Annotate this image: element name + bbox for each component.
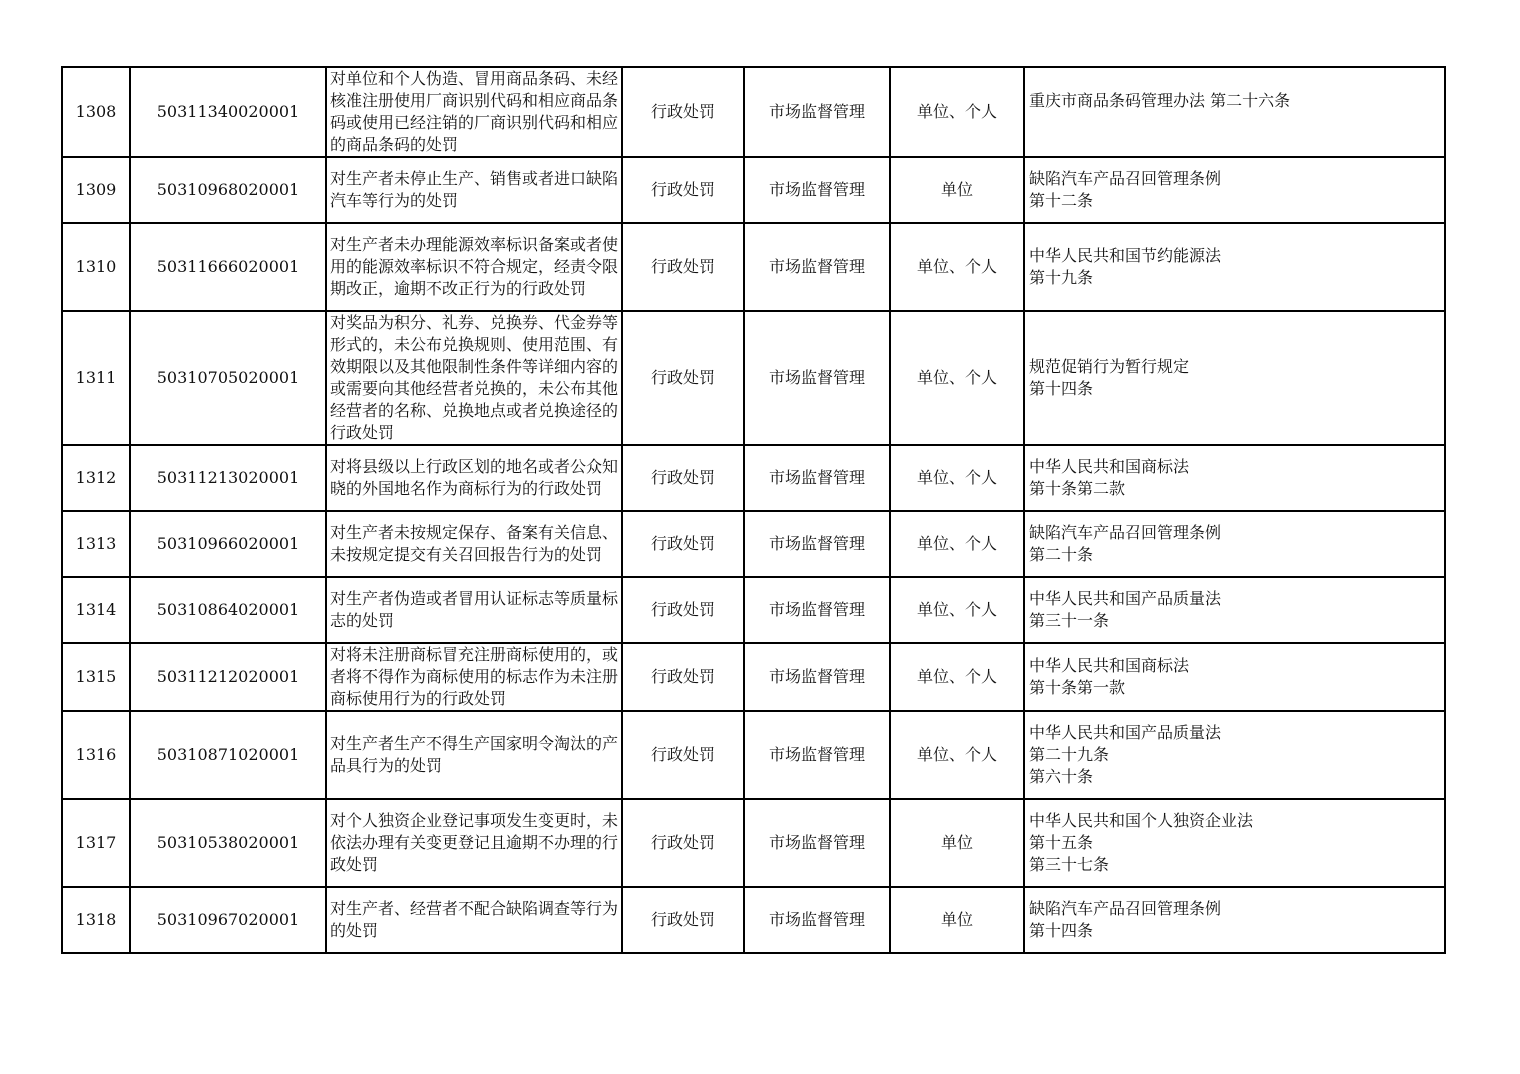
department: 市场监督管理 xyxy=(744,67,890,157)
target: 单位、个人 xyxy=(890,67,1024,157)
target: 单位、个人 xyxy=(890,577,1024,643)
legal-basis-line: 第十条第二款 xyxy=(1029,479,1126,498)
legal-basis-line: 中华人民共和国产品质量法 xyxy=(1029,589,1222,608)
item-code: 50310538020001 xyxy=(130,799,326,887)
table-row xyxy=(62,511,1445,577)
legal-basis xyxy=(1024,157,1445,223)
legal-basis-line: 第三十七条 xyxy=(1029,855,1110,874)
department: 市场监督管理 xyxy=(744,445,890,511)
row-number: 1312 xyxy=(62,445,130,511)
item-type: 行政处罚 xyxy=(622,799,744,887)
item-name: 对生产者未办理能源效率标识备案或者使用的能源效率标识不符合规定，经责令限期改正，逾期不改正行为的行政处罚 xyxy=(326,223,622,311)
table-row xyxy=(62,577,1445,643)
department: 市场监督管理 xyxy=(744,799,890,887)
row-number: 1317 xyxy=(62,799,130,887)
item-code: 50310967020001 xyxy=(130,887,326,953)
row-number: 1310 xyxy=(62,223,130,311)
item-code: 50310705020001 xyxy=(130,311,326,445)
item-name: 对生产者、经营者不配合缺陷调查等行为的处罚 xyxy=(326,887,622,953)
table-row xyxy=(62,67,1445,157)
legal-basis xyxy=(1024,311,1445,445)
target: 单位 xyxy=(890,157,1024,223)
legal-basis-line: 第十五条 xyxy=(1029,833,1094,852)
target: 单位、个人 xyxy=(890,223,1024,311)
table-row xyxy=(62,157,1445,223)
legal-basis-line: 中华人民共和国产品质量法 xyxy=(1029,723,1222,742)
item-code: 50310871020001 xyxy=(130,711,326,799)
legal-basis xyxy=(1024,511,1445,577)
table-body xyxy=(62,67,1445,953)
legal-basis-line: 第三十一条 xyxy=(1029,611,1110,630)
legal-basis-line: 第六十条 xyxy=(1029,767,1094,786)
department: 市场监督管理 xyxy=(744,887,890,953)
item-type: 行政处罚 xyxy=(622,445,744,511)
table-row xyxy=(62,445,1445,511)
item-type: 行政处罚 xyxy=(622,887,744,953)
legal-basis xyxy=(1024,711,1445,799)
legal-basis-line: 规范促销行为暂行规定 xyxy=(1029,357,1190,376)
item-name: 对生产者未按规定保存、备案有关信息、未按规定提交有关召回报告行为的处罚 xyxy=(326,511,622,577)
penalty-table xyxy=(61,66,1446,954)
legal-basis-line: 中华人民共和国节约能源法 xyxy=(1029,246,1222,265)
row-number: 1314 xyxy=(62,577,130,643)
legal-basis-line: 第二十九条 xyxy=(1029,745,1110,764)
item-name: 对单位和个人伪造、冒用商品条码、未经核准注册使用厂商识别代码和相应商品条码或使用已经注销的厂商识别代码和相应的商品条码的处罚 xyxy=(326,67,622,157)
item-code: 50310968020001 xyxy=(130,157,326,223)
table-row xyxy=(62,311,1445,445)
legal-basis-line: 第十九条 xyxy=(1029,268,1094,287)
item-code: 50311213020001 xyxy=(130,445,326,511)
department: 市场监督管理 xyxy=(744,643,890,711)
row-number: 1311 xyxy=(62,311,130,445)
item-name: 对生产者生产不得生产国家明令淘汰的产品具行为的处罚 xyxy=(326,711,622,799)
target: 单位 xyxy=(890,887,1024,953)
target: 单位、个人 xyxy=(890,711,1024,799)
legal-basis xyxy=(1024,223,1445,311)
legal-basis-line: 第十条第一款 xyxy=(1029,678,1126,697)
row-number: 1309 xyxy=(62,157,130,223)
legal-basis-line: 缺陷汽车产品召回管理条例 xyxy=(1029,523,1222,542)
row-number: 1318 xyxy=(62,887,130,953)
item-type: 行政处罚 xyxy=(622,223,744,311)
department: 市场监督管理 xyxy=(744,157,890,223)
legal-basis-line: 中华人民共和国商标法 xyxy=(1029,457,1190,476)
legal-basis-line: 缺陷汽车产品召回管理条例 xyxy=(1029,169,1222,188)
target: 单位、个人 xyxy=(890,643,1024,711)
legal-basis-line: 缺陷汽车产品召回管理条例 xyxy=(1029,899,1222,918)
item-type: 行政处罚 xyxy=(622,643,744,711)
target: 单位、个人 xyxy=(890,511,1024,577)
table-row xyxy=(62,643,1445,711)
legal-basis-line: 中华人民共和国商标法 xyxy=(1029,656,1190,675)
item-code: 50311212020001 xyxy=(130,643,326,711)
legal-basis-line: 第二十条 xyxy=(1029,545,1094,564)
legal-basis-line: 中华人民共和国个人独资企业法 xyxy=(1029,811,1254,830)
row-number: 1316 xyxy=(62,711,130,799)
target: 单位、个人 xyxy=(890,311,1024,445)
item-code: 50311666020001 xyxy=(130,223,326,311)
item-type: 行政处罚 xyxy=(622,711,744,799)
legal-basis xyxy=(1024,577,1445,643)
legal-basis xyxy=(1024,643,1445,711)
item-code: 50311340020001 xyxy=(130,67,326,157)
table-row xyxy=(62,799,1445,887)
item-code: 50310864020001 xyxy=(130,577,326,643)
legal-basis-line: 第十四条 xyxy=(1029,921,1094,940)
department: 市场监督管理 xyxy=(744,223,890,311)
item-name: 对奖品为积分、礼券、兑换券、代金券等形式的，未公布兑换规则、使用范围、有效期限以及其他限制性条件等详细内容的或需要向其他经营者兑换的，未公布其他经营者的名称、兑换地点或者兑换途径的行政处罚 xyxy=(326,311,622,445)
department: 市场监督管理 xyxy=(744,311,890,445)
target: 单位、个人 xyxy=(890,445,1024,511)
item-name: 对生产者未停止生产、销售或者进口缺陷汽车等行为的处罚 xyxy=(326,157,622,223)
item-name: 对将县级以上行政区划的地名或者公众知晓的外国地名作为商标行为的行政处罚 xyxy=(326,445,622,511)
legal-basis xyxy=(1024,67,1445,157)
legal-basis-line: 第十四条 xyxy=(1029,379,1094,398)
table-row xyxy=(62,223,1445,311)
legal-basis-line: 第十二条 xyxy=(1029,191,1094,210)
item-type: 行政处罚 xyxy=(622,311,744,445)
item-type: 行政处罚 xyxy=(622,511,744,577)
item-name: 对个人独资企业登记事项发生变更时，未依法办理有关变更登记且逾期不办理的行政处罚 xyxy=(326,799,622,887)
row-number: 1313 xyxy=(62,511,130,577)
legal-basis xyxy=(1024,445,1445,511)
item-type: 行政处罚 xyxy=(622,67,744,157)
department: 市场监督管理 xyxy=(744,577,890,643)
row-number: 1308 xyxy=(62,67,130,157)
row-number: 1315 xyxy=(62,643,130,711)
target: 单位 xyxy=(890,799,1024,887)
item-type: 行政处罚 xyxy=(622,157,744,223)
department: 市场监督管理 xyxy=(744,511,890,577)
legal-basis xyxy=(1024,887,1445,953)
legal-basis-line: 重庆市商品条码管理办法 第二十六条 xyxy=(1029,91,1291,110)
table-row xyxy=(62,711,1445,799)
table-row xyxy=(62,887,1445,953)
legal-basis xyxy=(1024,799,1445,887)
item-name: 对将未注册商标冒充注册商标使用的，或者将不得作为商标使用的标志作为未注册商标使用行为的行政处罚 xyxy=(326,643,622,711)
item-name: 对生产者伪造或者冒用认证标志等质量标志的处罚 xyxy=(326,577,622,643)
item-code: 50310966020001 xyxy=(130,511,326,577)
department: 市场监督管理 xyxy=(744,711,890,799)
item-type: 行政处罚 xyxy=(622,577,744,643)
